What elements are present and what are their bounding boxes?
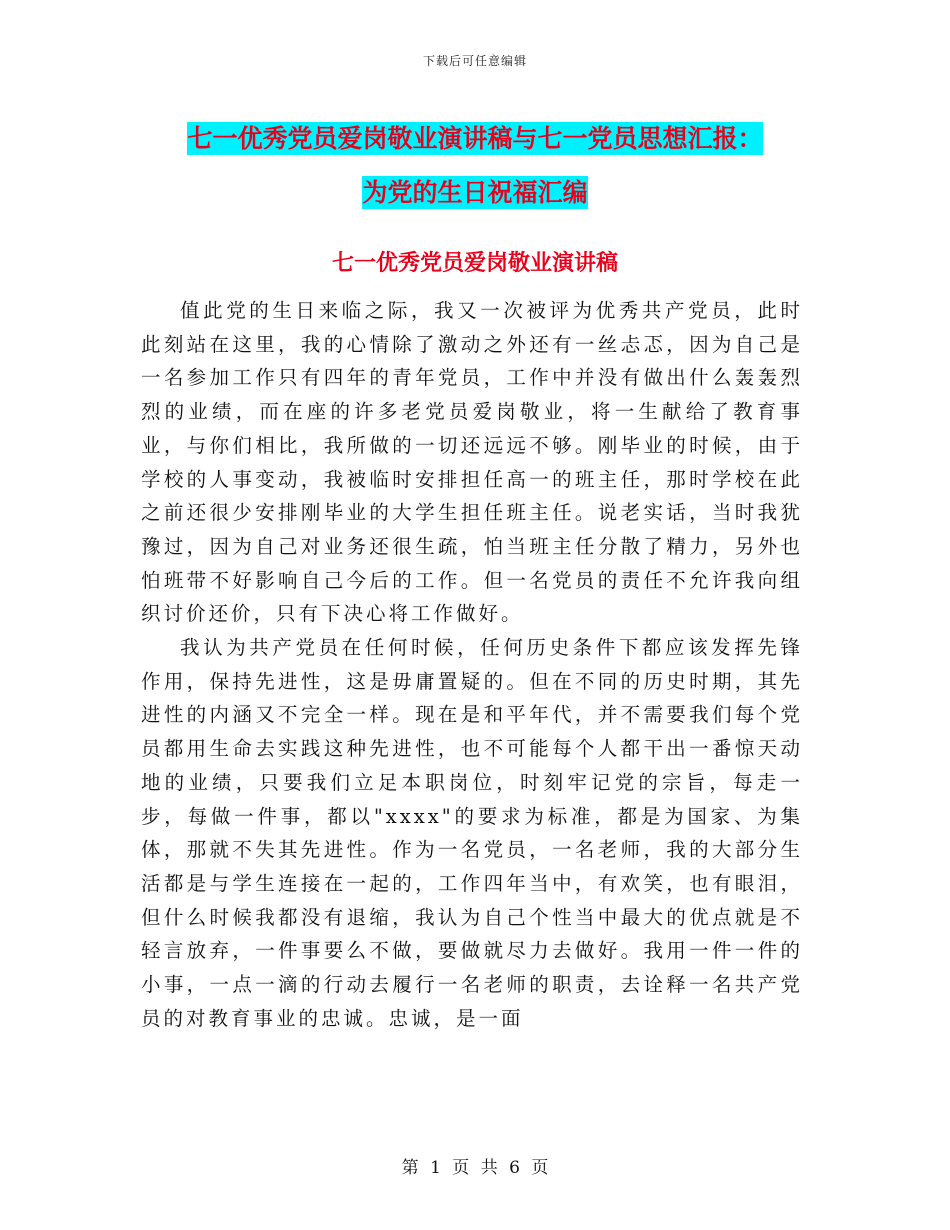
document-title xyxy=(0,112,950,220)
section-title: 七一优秀党员爱岗敬业演讲稿 xyxy=(331,251,618,276)
document-title-line-1: 七一优秀党员爱岗敬业演讲稿与七一党员思想汇报： xyxy=(187,124,763,153)
document-title-line-2: 为党的生日祝福汇编 xyxy=(362,178,588,207)
body-text xyxy=(141,294,803,1035)
page-header-note: 下载后可任意编辑 xyxy=(422,54,527,68)
paragraph-1: 值此党的生日来临之际，我又一次被评为优秀共产党员，此时此刻站在这里，我的心情除了激动之外还有一丝忐忑，因为自己是一名参加工作只有四年的青年党员，工作中并没有做出什么轰轰烈烈的业绩，而在座的许多老党员爱岗敬业，将一生献给了教育事业，与你们相比，我所做的一切还远远不够。刚毕业的时候，由于学校的人事变动，我被临时安排担任高一的班主任，那时学校在此之前还很少安排刚毕业的大学生担任班主任。说老实话，当时我犹豫过，因为自己对业务还很生疏，怕当班主任分散了精力，另外也怕班带不好影响自己今后的工作。但一名党员的责任不允许我向组织讨价还价，只有下决心将工作做好。 xyxy=(141,299,803,626)
paragraph-2: 我认为共产党员在任何时候，任何历史条件下都应该发挥先锋作用，保持先进性，这是毋庸置疑的。但在不同的历史时期，其先进性的内涵又不完全一样。现在是和平年代，并不需要我们每个党员都用生命去实践这种先进性，也不可能每个人都干出一番惊天动地的业绩，只要我们立足本职岗位，时刻牢记党的宗旨，每走一步，每做一件事，都以"xxxx"的要求为标准，都是为国家、为集体，那就不失其先进性。作为一名党员，一名老师，我的大部分生活都是与学生连接在一起的，工作四年当中，有欢笑，也有眼泪，但什么时候我都没有退缩，我认为自己个性当中最大的优点就是不轻言放弃，一件事要么不做，要做就尽力去做好。我用一件一件的小事，一点一滴的行动去履行一名老师的职责，去诠释一名共产党员的对教育事业的忠诚。忠诚，是一面 xyxy=(141,636,803,1030)
page-footer: 第 1 页 共 6 页 xyxy=(401,1158,549,1178)
